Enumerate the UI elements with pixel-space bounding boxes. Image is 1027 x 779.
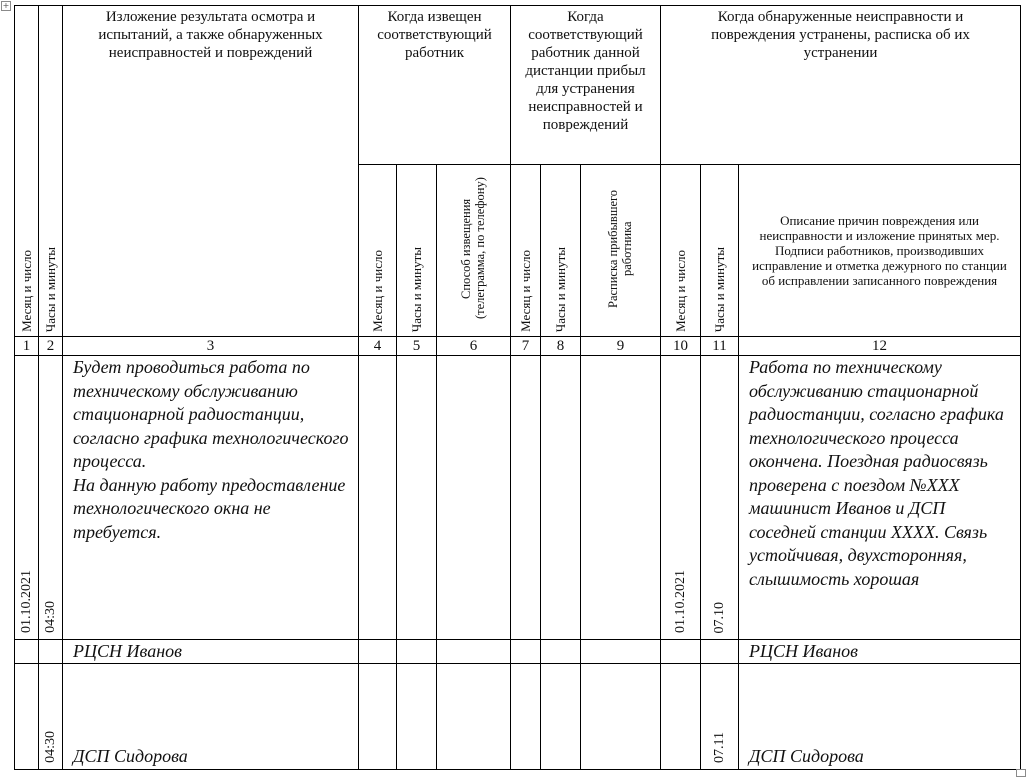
subheader-arrival-date [511, 165, 541, 337]
row2-date-cell [15, 664, 39, 770]
row1-arrival-receipt [581, 356, 661, 640]
column-number: 6 [437, 337, 511, 356]
row1-sig-empty [39, 640, 63, 664]
column-number: 3 [63, 337, 359, 356]
column-number: 12 [739, 337, 1021, 356]
header-month-day-label: Месяц и число [18, 250, 34, 332]
row2-notify-date [359, 664, 397, 770]
column-number: 10 [661, 337, 701, 356]
table-row [15, 640, 1021, 664]
row2-arrival-date [511, 664, 541, 770]
row2-fix-time: 07.11 [711, 732, 727, 763]
row2-fix-time-cell [701, 664, 739, 770]
row1-fix-time-cell [701, 356, 739, 640]
inspection-log-table [14, 5, 1021, 770]
row1-sig-empty [581, 640, 661, 664]
row2-time-cell [39, 664, 63, 770]
row2-time: 04:30 [42, 731, 58, 763]
column-number: 7 [511, 337, 541, 356]
row2-signature-right: ДСП Сидорова [739, 664, 1021, 770]
row1-notify-method [437, 356, 511, 640]
row1-sig-empty [511, 640, 541, 664]
subheader-notify-date [359, 165, 397, 337]
row1-date-cell [15, 356, 39, 640]
row1-notify-time [397, 356, 437, 640]
column-number: 11 [701, 337, 739, 356]
header-when-notified: Когда извещен соответствующий работник [359, 6, 511, 165]
row1-sig-empty [359, 640, 397, 664]
row1-sig-empty [15, 640, 39, 664]
header-month-day [15, 6, 39, 337]
header-when-fixed: Когда обнаруженные неисправности и повреждения устранены, расписка об их устранении [661, 6, 1021, 165]
subheader-arrival-time [541, 165, 581, 337]
row1-arrival-date [511, 356, 541, 640]
subheader-fix-time [701, 165, 739, 337]
row1-sig-empty [397, 640, 437, 664]
column-number: 1 [15, 337, 39, 356]
row1-sig-empty [701, 640, 739, 664]
column-number: 8 [541, 337, 581, 356]
column-numbers-row [15, 337, 1021, 356]
header-inspection-result: Изложение результата осмотра и испытаний, а также обнаруженных неисправностей и повреждений [63, 6, 359, 337]
subheader-fix-date-label: Месяц и число [672, 250, 688, 332]
row1-time-cell [39, 356, 63, 640]
column-number: 4 [359, 337, 397, 356]
subheader-arrival-receipt [581, 165, 661, 337]
table-resize-handle[interactable] [1016, 769, 1026, 777]
column-number: 2 [39, 337, 63, 356]
row1-inspection-cell [63, 356, 359, 640]
row1-sig-empty [437, 640, 511, 664]
row1-signature-left: РЦСН Иванов [63, 640, 359, 664]
row1-sig-empty [661, 640, 701, 664]
subheader-arrival-date-label: Месяц и число [517, 250, 533, 332]
row1-fix-text: Работа по техническому обслуживанию стационарной радиостанции, согласно графика технологического процесса окончена. Поездная радиосвязь проверена с поездом №ХХХ машинист Иванов и ДСП соседней станции ХХХХ. Связь устойчивая, двухсторонняя, слышимость хорошая [739, 356, 1021, 640]
table-row [15, 356, 1021, 640]
subheader-arrival-receipt-label: Расписка прибывшего работника [605, 189, 634, 308]
column-number: 5 [397, 337, 437, 356]
subheader-fix-time-label: Часы и минуты [711, 246, 727, 332]
header-hours-minutes-label: Часы и минуты [42, 246, 58, 332]
row2-arrival-receipt [581, 664, 661, 770]
row1-arrival-time [541, 356, 581, 640]
row2-arrival-time [541, 664, 581, 770]
row1-signature-right: РЦСН Иванов [739, 640, 1021, 664]
subheader-notify-method [437, 165, 511, 337]
row1-sig-empty [541, 640, 581, 664]
subheader-arrival-time-label: Часы и минуты [552, 246, 568, 332]
header-hours-minutes [39, 6, 63, 337]
subheader-fix-date [661, 165, 701, 337]
subheader-notify-date-label: Месяц и число [369, 250, 385, 332]
row1-fix-date: 01.10.2021 [672, 570, 688, 633]
subheader-notify-method-label: Способ извещения (телеграмма, по телефону) [458, 177, 487, 320]
subheader-notify-time-label: Часы и минуты [408, 246, 424, 332]
row1-date: 01.10.2021 [18, 570, 34, 633]
row1-notify-date [359, 356, 397, 640]
header-when-arrived: Когда соответствующий работник данной дистанции прибыл для устранения неисправностей и повреждений [511, 6, 661, 165]
row2-signature-left: ДСП Сидорова [63, 664, 359, 770]
subheader-fix-description: Описание причин повреждения или неисправности и изложение принятых мер. Подписи работников, производивших исправление и отметка дежурного по станции об исправлении записанного повреждения [739, 165, 1021, 337]
subheader-notify-time [397, 165, 437, 337]
column-number: 9 [581, 337, 661, 356]
row1-inspection-text: Будет проводиться работа по техническому обслуживанию стационарной радиостанции, согласно графика технологического процесса. [73, 357, 349, 471]
table-anchor-icon[interactable]: + [2, 1, 10, 10]
row1-time: 04:30 [42, 601, 58, 633]
row2-notify-time [397, 664, 437, 770]
row1-fix-date-cell [661, 356, 701, 640]
row2-fix-date [661, 664, 701, 770]
row1-fix-time: 07.10 [711, 601, 727, 633]
row1-inspection-note: На данную работу предоставление технологического окна не требуется. [73, 474, 346, 542]
table-row [15, 664, 1021, 770]
row2-notify-method [437, 664, 511, 770]
